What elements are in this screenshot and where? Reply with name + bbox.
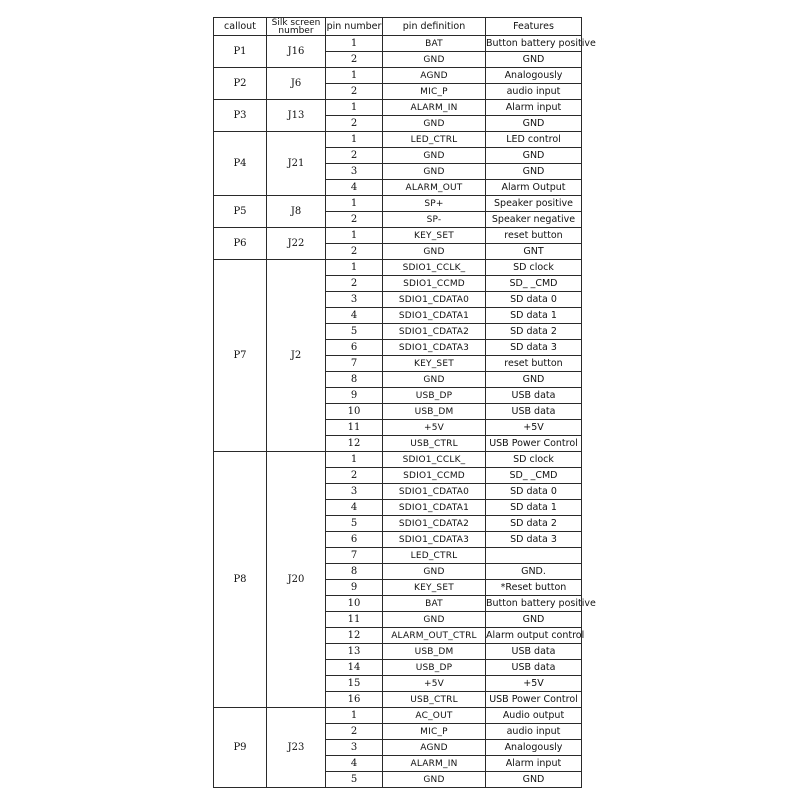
header-row — [214, 18, 582, 36]
pin-definition-cell: SDIO1_CCLK_ — [383, 260, 486, 276]
pin-number-cell: 5 — [326, 516, 383, 532]
pin-number-cell: 12 — [326, 436, 383, 452]
pin-definition-cell: +5V — [383, 676, 486, 692]
pin-definition-cell: LED_CTRL — [383, 548, 486, 564]
pin-definition-cell: USB_CTRL — [383, 692, 486, 708]
pin-definition-cell: SDIO1_CDATA3 — [383, 340, 486, 356]
pin-definition-cell: USB_DP — [383, 660, 486, 676]
features-cell: USB data — [486, 644, 582, 660]
pin-number-cell: 2 — [326, 724, 383, 740]
features-cell: LED control — [486, 132, 582, 148]
features-cell: Analogously — [486, 740, 582, 756]
features-cell: Audio output — [486, 708, 582, 724]
features-cell: SD_ _CMD — [486, 468, 582, 484]
pin-definition-cell: AGND — [383, 740, 486, 756]
silk-screen-cell: J23 — [267, 708, 326, 788]
callout-cell: P1 — [214, 36, 267, 68]
pin-number-cell: 1 — [326, 68, 383, 84]
features-cell: Speaker negative — [486, 212, 582, 228]
features-cell: audio input — [486, 724, 582, 740]
pin-number-cell: 5 — [326, 324, 383, 340]
pin-number-cell: 1 — [326, 452, 383, 468]
pin-definition-cell: BAT — [383, 596, 486, 612]
pin-definition-cell: KEY_SET — [383, 228, 486, 244]
pin-definition-cell: SP+ — [383, 196, 486, 212]
silk-screen-cell: J22 — [267, 228, 326, 260]
features-cell: SD data 2 — [486, 516, 582, 532]
pin-number-cell: 3 — [326, 292, 383, 308]
pin-number-cell: 11 — [326, 612, 383, 628]
pin-number-cell: 4 — [326, 756, 383, 772]
pin-definition-cell: USB_DP — [383, 388, 486, 404]
pin-number-cell: 7 — [326, 356, 383, 372]
pin-number-cell: 5 — [326, 772, 383, 788]
features-cell: SD clock — [486, 260, 582, 276]
features-cell: SD_ _CMD — [486, 276, 582, 292]
features-cell: +5V — [486, 420, 582, 436]
table-row — [214, 100, 582, 116]
features-cell: Alarm Output — [486, 180, 582, 196]
silk-screen-cell: J13 — [267, 100, 326, 132]
pin-number-cell: 2 — [326, 468, 383, 484]
pin-definition-cell: SDIO1_CDATA0 — [383, 484, 486, 500]
pin-number-cell: 7 — [326, 548, 383, 564]
pin-definition-cell: ALARM_IN — [383, 756, 486, 772]
features-cell: GND — [486, 612, 582, 628]
callout-cell: P6 — [214, 228, 267, 260]
pin-definition-cell: GND — [383, 772, 486, 788]
features-cell: GND — [486, 148, 582, 164]
features-cell: +5V — [486, 676, 582, 692]
features-cell: audio input — [486, 84, 582, 100]
pin-definition-cell: SDIO1_CCMD — [383, 276, 486, 292]
pin-number-cell: 8 — [326, 372, 383, 388]
pin-number-cell: 2 — [326, 116, 383, 132]
pin-definition-cell: GND — [383, 564, 486, 580]
callout-cell: P7 — [214, 260, 267, 452]
features-cell — [486, 548, 582, 564]
features-cell: SD data 1 — [486, 308, 582, 324]
callout-cell: P5 — [214, 196, 267, 228]
pin-definition-cell: SDIO1_CDATA3 — [383, 532, 486, 548]
pin-definition-cell: GND — [383, 116, 486, 132]
silk-screen-cell: J21 — [267, 132, 326, 196]
pin-number-cell: 2 — [326, 212, 383, 228]
pin-number-cell: 9 — [326, 580, 383, 596]
features-cell: Speaker positive — [486, 196, 582, 212]
pin-number-cell: 12 — [326, 628, 383, 644]
callout-cell: P3 — [214, 100, 267, 132]
table-row — [214, 68, 582, 84]
header-features: Features — [486, 18, 582, 36]
pin-definition-cell: USB_DM — [383, 644, 486, 660]
features-cell: GND — [486, 372, 582, 388]
pin-definition-cell: GND — [383, 148, 486, 164]
callout-cell: P8 — [214, 452, 267, 708]
features-cell: Alarm input — [486, 100, 582, 116]
table-row — [214, 260, 582, 276]
pin-definition-cell: ALARM_OUT — [383, 180, 486, 196]
pin-number-cell: 15 — [326, 676, 383, 692]
features-cell: SD clock — [486, 452, 582, 468]
features-cell: GND. — [486, 564, 582, 580]
pin-definition-cell: AC_OUT — [383, 708, 486, 724]
pin-definition-cell: ALARM_OUT_CTRL — [383, 628, 486, 644]
pin-definition-cell: +5V — [383, 420, 486, 436]
features-cell: GND — [486, 116, 582, 132]
pin-definition-cell: KEY_SET — [383, 580, 486, 596]
silk-screen-cell: J16 — [267, 36, 326, 68]
pin-number-cell: 8 — [326, 564, 383, 580]
features-cell: Alarm output control — [486, 628, 582, 644]
pin-number-cell: 10 — [326, 404, 383, 420]
pin-definition-cell: MIC_P — [383, 724, 486, 740]
features-cell: GND — [486, 772, 582, 788]
table-row — [214, 708, 582, 724]
pin-number-cell: 6 — [326, 532, 383, 548]
pin-number-cell: 10 — [326, 596, 383, 612]
table-body — [214, 36, 596, 788]
pin-definition-cell: GND — [383, 244, 486, 260]
pin-number-cell: 2 — [326, 244, 383, 260]
pin-definition-cell: MIC_P — [383, 84, 486, 100]
pin-definition-table — [213, 17, 596, 788]
pin-definition-cell: SDIO1_CDATA1 — [383, 500, 486, 516]
pin-definition-cell: BAT — [383, 36, 486, 52]
pin-definition-cell: USB_DM — [383, 404, 486, 420]
header-pin-definition: pin definition — [383, 18, 486, 36]
table-row — [214, 196, 582, 212]
table-row — [214, 452, 582, 468]
header-silk-screen-number — [267, 18, 326, 36]
features-cell: GND — [486, 52, 582, 68]
features-cell: USB Power Control — [486, 692, 582, 708]
pin-number-cell: 4 — [326, 308, 383, 324]
pin-definition-cell: SDIO1_CDATA2 — [383, 516, 486, 532]
header-silk-line2: number — [278, 25, 314, 36]
pin-definition-cell: GND — [383, 164, 486, 180]
pin-number-cell: 2 — [326, 52, 383, 68]
pin-definition-cell: GND — [383, 52, 486, 68]
features-cell: USB data — [486, 388, 582, 404]
pin-number-cell: 1 — [326, 228, 383, 244]
pin-definition-cell: SP- — [383, 212, 486, 228]
features-cell: SD data 2 — [486, 324, 582, 340]
silk-screen-cell: J2 — [267, 260, 326, 452]
features-cell: SD data 0 — [486, 292, 582, 308]
features-cell: SD data 1 — [486, 500, 582, 516]
pin-definition-cell: AGND — [383, 68, 486, 84]
pin-number-cell: 11 — [326, 420, 383, 436]
pin-number-cell: 1 — [326, 708, 383, 724]
table-row — [214, 36, 582, 52]
features-cell: SD data 3 — [486, 340, 582, 356]
features-cell: SD data 0 — [486, 484, 582, 500]
pin-number-cell: 4 — [326, 180, 383, 196]
callout-cell: P9 — [214, 708, 267, 788]
features-cell: GND — [486, 164, 582, 180]
header-pin-number: pin number — [326, 18, 383, 36]
pin-number-cell: 16 — [326, 692, 383, 708]
pin-definition-cell: SDIO1_CDATA1 — [383, 308, 486, 324]
header-callout: callout — [214, 18, 267, 36]
features-cell: reset button — [486, 228, 582, 244]
pin-definition-cell: SDIO1_CDATA0 — [383, 292, 486, 308]
table-row — [214, 132, 582, 148]
features-cell: *Reset button — [486, 580, 582, 596]
pin-number-cell: 6 — [326, 340, 383, 356]
pin-number-cell: 1 — [326, 100, 383, 116]
pin-number-cell: 1 — [326, 196, 383, 212]
features-cell: Alarm input — [486, 756, 582, 772]
pin-definition-cell: GND — [383, 372, 486, 388]
callout-cell: P4 — [214, 132, 267, 196]
pin-definition-cell: KEY_SET — [383, 356, 486, 372]
features-cell: GNT — [486, 244, 582, 260]
features-cell: USB data — [486, 404, 582, 420]
silk-screen-cell: J6 — [267, 68, 326, 100]
pin-number-cell: 9 — [326, 388, 383, 404]
pin-number-cell: 1 — [326, 132, 383, 148]
silk-screen-cell: J20 — [267, 452, 326, 708]
features-cell: USB data — [486, 660, 582, 676]
pin-definition-cell: GND — [383, 612, 486, 628]
pin-number-cell: 13 — [326, 644, 383, 660]
pin-definition-cell: SDIO1_CCLK_ — [383, 452, 486, 468]
pin-number-cell: 2 — [326, 84, 383, 100]
features-cell: USB Power Control — [486, 436, 582, 452]
pin-number-cell: 14 — [326, 660, 383, 676]
pin-definition-cell: SDIO1_CDATA2 — [383, 324, 486, 340]
header-silk-line1: Silk screen — [271, 17, 321, 28]
pin-number-cell: 3 — [326, 484, 383, 500]
features-cell: SD data 3 — [486, 532, 582, 548]
callout-cell: P2 — [214, 68, 267, 100]
table-row — [214, 228, 582, 244]
features-cell: Button battery positive — [486, 596, 582, 612]
pin-number-cell: 1 — [326, 260, 383, 276]
pin-number-cell: 1 — [326, 36, 383, 52]
pin-definition-cell: USB_CTRL — [383, 436, 486, 452]
silk-screen-cell: J8 — [267, 196, 326, 228]
pin-definition-cell: ALARM_IN — [383, 100, 486, 116]
pin-number-cell: 2 — [326, 148, 383, 164]
pin-number-cell: 3 — [326, 164, 383, 180]
pin-number-cell: 2 — [326, 276, 383, 292]
pin-number-cell: 4 — [326, 500, 383, 516]
features-cell: Analogously — [486, 68, 582, 84]
features-cell: Button battery positive — [486, 36, 582, 52]
pin-number-cell: 3 — [326, 740, 383, 756]
pin-definition-cell: SDIO1_CCMD — [383, 468, 486, 484]
features-cell: reset button — [486, 356, 582, 372]
pin-definition-cell: LED_CTRL — [383, 132, 486, 148]
